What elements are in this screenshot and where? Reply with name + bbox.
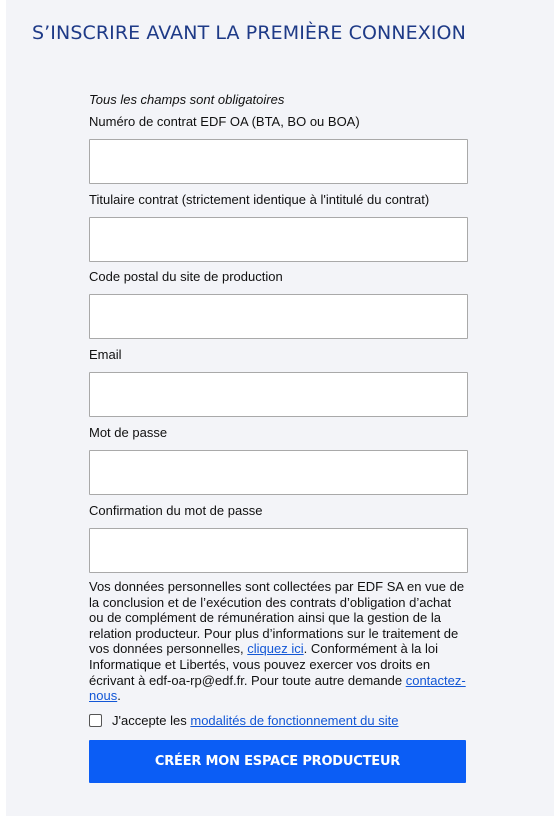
privacy-notice [89, 579, 469, 704]
postal-code-input[interactable] [89, 294, 468, 339]
terms-consent [89, 711, 469, 731]
required-fields-note: Tous les champs sont obligatoires [89, 92, 285, 107]
registration-form [89, 91, 469, 769]
postal-code-label: Code postal du site de production [89, 269, 283, 284]
privacy-details-link[interactable]: cliquez ici [247, 641, 304, 657]
password-field [89, 424, 468, 495]
password-confirmation-input[interactable] [89, 528, 468, 573]
email-field [89, 346, 468, 417]
privacy-text-part-2: . Conformément à la loi Informatique et Libertés, vous pouvez exercer vos droits en écrivant à edf-oa-rp@edf.fr. Pour toute autre demande [89, 641, 439, 688]
terms-link[interactable]: modalités de fonctionnement du site [190, 713, 399, 728]
terms-consent-text: J'accepte les [112, 713, 191, 728]
terms-checkbox[interactable] [89, 714, 102, 727]
privacy-text-part-3: . [117, 688, 121, 704]
contract-number-field [89, 113, 468, 184]
password-confirmation-field [89, 502, 468, 573]
postal-code-field [89, 268, 468, 339]
contract-number-input[interactable] [89, 139, 468, 184]
page-title: S’INSCRIRE AVANT LA PREMIÈRE CONNEXION [32, 22, 466, 44]
password-confirmation-label: Confirmation du mot de passe [89, 503, 263, 518]
email-input[interactable] [89, 372, 468, 417]
contract-holder-field [89, 191, 468, 262]
registration-panel [6, 0, 554, 816]
create-account-button[interactable]: CRÉER MON ESPACE PRODUCTEUR [89, 740, 466, 783]
contract-holder-input[interactable] [89, 217, 468, 262]
password-input[interactable] [89, 450, 468, 495]
contract-number-label: Numéro de contrat EDF OA (BTA, BO ou BOA) [89, 114, 360, 129]
password-label: Mot de passe [89, 425, 168, 440]
contract-holder-label: Titulaire contrat (strictement identique à l'intitulé du contrat) [89, 192, 430, 207]
contact-us-link[interactable]: contactez-nous [89, 672, 466, 704]
privacy-text-part-1: Vos données personnelles sont collectées par EDF SA en vue de la conclusion et de l’exécution des contrats d’obligation d’achat ou de complément de rémunération ainsi que la gestion de la relation producteur. Pour plus d’informations sur le traitement de vos données personnelles, [89, 579, 465, 657]
email-label: Email [89, 347, 122, 362]
